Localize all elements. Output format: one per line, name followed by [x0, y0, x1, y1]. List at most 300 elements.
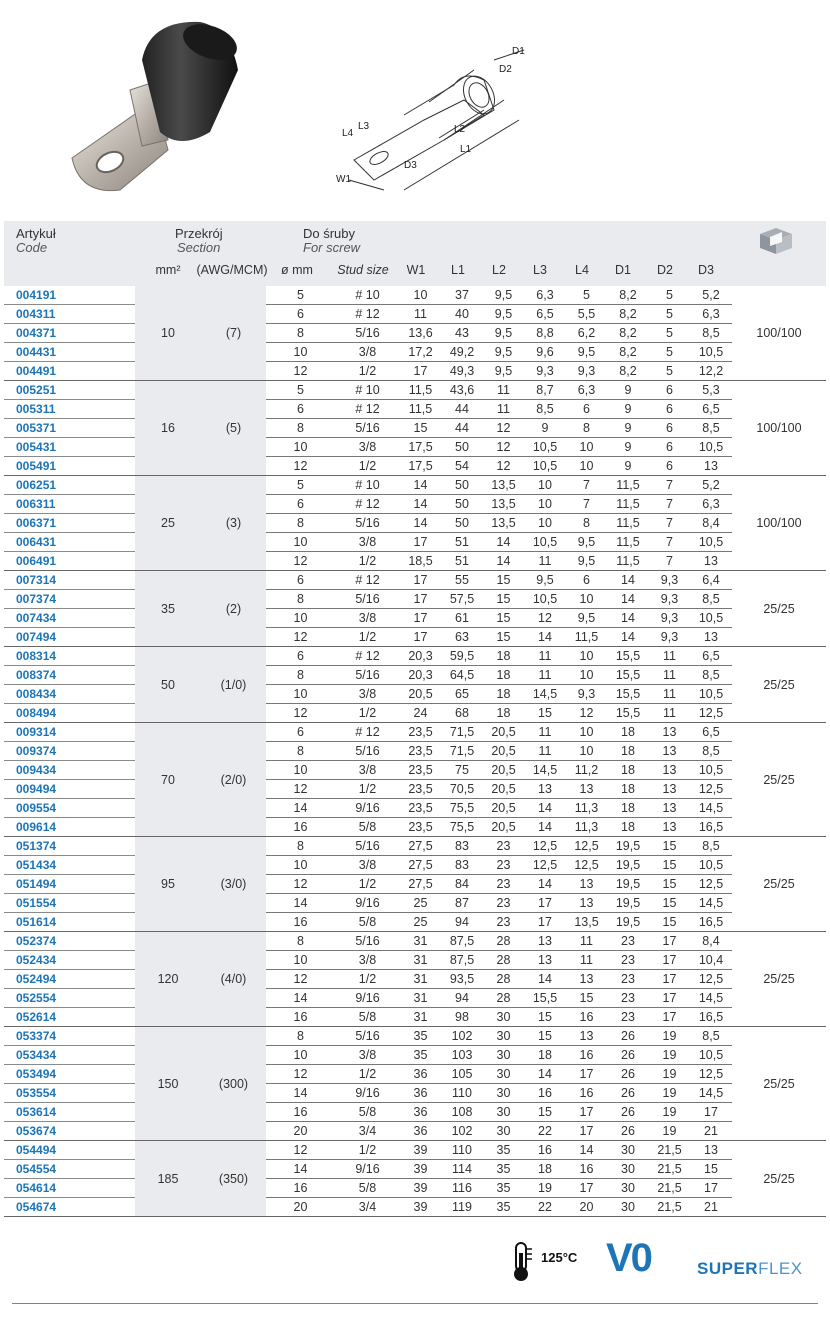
cell-l1: 108 — [441, 1103, 483, 1122]
cell-d3: 13 — [690, 1141, 732, 1160]
cell-w1: 39 — [400, 1160, 441, 1179]
table-row — [4, 552, 826, 571]
cell-d3: 12,5 — [690, 704, 732, 723]
product-code[interactable]: 053374 — [4, 1027, 135, 1046]
cell-l1: 103 — [441, 1046, 483, 1065]
col-l1: L1 — [451, 263, 465, 277]
cell-w1: 31 — [400, 989, 441, 1008]
cell-d3: 14,5 — [690, 799, 732, 818]
cell-d2: 13 — [649, 742, 690, 761]
table-row — [4, 837, 826, 856]
cell-d2: 11 — [649, 704, 690, 723]
cell-l4: 10 — [566, 457, 607, 476]
cell-phi: 10 — [266, 685, 335, 704]
cell-l2: 13,5 — [483, 495, 524, 514]
product-code[interactable]: 006371 — [4, 514, 135, 533]
product-code[interactable]: 009554 — [4, 799, 135, 818]
cell-l1: 44 — [441, 419, 483, 438]
cell-l2: 30 — [483, 1008, 524, 1027]
cell-d3: 10,5 — [690, 438, 732, 457]
cell-l2: 20,5 — [483, 761, 524, 780]
cell-l2: 11 — [483, 381, 524, 400]
product-code[interactable]: 004371 — [4, 324, 135, 343]
cell-stud: 1/2 — [335, 552, 400, 571]
product-code[interactable]: 004491 — [4, 362, 135, 381]
table-row — [4, 362, 826, 381]
thermometer-icon — [508, 1241, 534, 1283]
cell-l3: 19 — [524, 1179, 566, 1198]
table-row — [4, 875, 826, 894]
cell-l2: 20,5 — [483, 818, 524, 837]
cell-l4: 11 — [566, 951, 607, 970]
cell-l2: 9,5 — [483, 286, 524, 305]
product-code[interactable]: 007374 — [4, 590, 135, 609]
cell-phi: 14 — [266, 989, 335, 1008]
cell-phi: 16 — [266, 1008, 335, 1027]
table-row — [4, 1008, 826, 1027]
product-code[interactable]: 004311 — [4, 305, 135, 324]
cell-stud: 1/2 — [335, 1065, 400, 1084]
table-row — [4, 1046, 826, 1065]
cell-d2: 21,5 — [649, 1141, 690, 1160]
table-row — [4, 932, 826, 951]
cell-l3: 18 — [524, 1160, 566, 1179]
cell-l3: 14 — [524, 818, 566, 837]
table-row — [4, 438, 826, 457]
cell-d3: 21 — [690, 1198, 732, 1217]
cell-l4: 17 — [566, 1103, 607, 1122]
label-l2: L2 — [454, 124, 466, 135]
cell-d3: 10,5 — [690, 343, 732, 362]
pack-quantity: 25/25 — [732, 1027, 826, 1141]
cell-l2: 9,5 — [483, 324, 524, 343]
cell-l4: 13,5 — [566, 913, 607, 932]
product-code[interactable]: 009494 — [4, 780, 135, 799]
pack-quantity: 100/100 — [732, 381, 826, 476]
cell-d1: 15,5 — [607, 666, 649, 685]
cell-stud: 5/16 — [335, 932, 400, 951]
cell-stud: 3/8 — [335, 856, 400, 875]
section-mm2: 25 — [135, 476, 201, 571]
cell-l4: 17 — [566, 1179, 607, 1198]
product-code[interactable]: 051614 — [4, 913, 135, 932]
cell-d1: 18 — [607, 780, 649, 799]
product-code[interactable]: 006311 — [4, 495, 135, 514]
cell-stud: 5/8 — [335, 818, 400, 837]
cell-stud: 9/16 — [335, 1084, 400, 1103]
cell-l2: 30 — [483, 1122, 524, 1141]
table-row — [4, 305, 826, 324]
cell-l3: 6,3 — [524, 286, 566, 305]
cell-l4: 9,3 — [566, 685, 607, 704]
cell-w1: 17,5 — [400, 438, 441, 457]
cell-stud: 1/2 — [335, 780, 400, 799]
cell-l4: 13 — [566, 875, 607, 894]
cell-d3: 12,2 — [690, 362, 732, 381]
product-code[interactable]: 051434 — [4, 856, 135, 875]
cell-l1: 110 — [441, 1141, 483, 1160]
cell-l4: 16 — [566, 1046, 607, 1065]
cell-stud: 5/16 — [335, 514, 400, 533]
cell-phi: 8 — [266, 1027, 335, 1046]
label-l4: L4 — [342, 128, 354, 139]
product-code[interactable]: 054494 — [4, 1141, 135, 1160]
cell-d2: 7 — [649, 514, 690, 533]
product-code[interactable]: 053614 — [4, 1103, 135, 1122]
cell-l4: 11,3 — [566, 799, 607, 818]
cell-stud: 3/8 — [335, 951, 400, 970]
cell-l4: 15 — [566, 989, 607, 1008]
cell-l3: 14,5 — [524, 761, 566, 780]
cell-d3: 12,5 — [690, 780, 732, 799]
cell-d2: 19 — [649, 1084, 690, 1103]
cell-l3: 10,5 — [524, 533, 566, 552]
cell-l2: 35 — [483, 1198, 524, 1217]
cell-l1: 37 — [441, 286, 483, 305]
cell-l1: 43 — [441, 324, 483, 343]
product-code[interactable]: 005311 — [4, 400, 135, 419]
table-row — [4, 799, 826, 818]
cell-stud: 5/16 — [335, 1027, 400, 1046]
table-row — [4, 1065, 826, 1084]
product-code[interactable]: 007434 — [4, 609, 135, 628]
product-code[interactable]: 051494 — [4, 875, 135, 894]
cell-phi: 6 — [266, 495, 335, 514]
screw-subheader: For screw — [303, 240, 361, 255]
product-code[interactable]: 052494 — [4, 970, 135, 989]
cell-l4: 10 — [566, 666, 607, 685]
cell-stud: # 12 — [335, 495, 400, 514]
product-code[interactable]: 053494 — [4, 1065, 135, 1084]
table-row — [4, 818, 826, 837]
table-row — [4, 1084, 826, 1103]
cell-l4: 7 — [566, 495, 607, 514]
cell-w1: 35 — [400, 1046, 441, 1065]
product-code[interactable]: 005251 — [4, 381, 135, 400]
code-subheader: Code — [16, 240, 48, 255]
cell-d2: 15 — [649, 837, 690, 856]
cell-l4: 11 — [566, 932, 607, 951]
cell-stud: 3/8 — [335, 343, 400, 362]
label-d3: D3 — [404, 160, 417, 171]
product-code[interactable]: 007494 — [4, 628, 135, 647]
cell-l1: 116 — [441, 1179, 483, 1198]
cell-l4: 7 — [566, 476, 607, 495]
cell-l3: 8,5 — [524, 400, 566, 419]
flame-rating: V0 — [606, 1236, 651, 1280]
table-row — [4, 1122, 826, 1141]
product-code[interactable]: 005431 — [4, 438, 135, 457]
cell-d1: 8,2 — [607, 286, 649, 305]
label-l1: L1 — [460, 144, 472, 155]
cell-l1: 119 — [441, 1198, 483, 1217]
cell-d3: 17 — [690, 1103, 732, 1122]
cell-l4: 12,5 — [566, 837, 607, 856]
cell-phi: 16 — [266, 913, 335, 932]
cell-d3: 13 — [690, 457, 732, 476]
cell-l2: 18 — [483, 704, 524, 723]
cell-d3: 6,5 — [690, 647, 732, 666]
product-code[interactable]: 004431 — [4, 343, 135, 362]
section-awg: (5) — [201, 381, 266, 476]
cell-l1: 70,5 — [441, 780, 483, 799]
cell-d1: 23 — [607, 989, 649, 1008]
col-w1: W1 — [406, 263, 426, 277]
cell-d3: 6,5 — [690, 723, 732, 742]
cell-l4: 17 — [566, 1065, 607, 1084]
cell-l1: 51 — [441, 533, 483, 552]
product-photo — [60, 20, 250, 200]
cell-d1: 14 — [607, 590, 649, 609]
cell-d1: 19,5 — [607, 894, 649, 913]
product-code[interactable]: 053434 — [4, 1046, 135, 1065]
table-row — [4, 856, 826, 875]
cell-stud: # 12 — [335, 305, 400, 324]
cell-l4: 9,5 — [566, 609, 607, 628]
cell-l4: 10 — [566, 590, 607, 609]
cell-l2: 12 — [483, 419, 524, 438]
cell-stud: 9/16 — [335, 799, 400, 818]
table-row — [4, 894, 826, 913]
product-code[interactable]: 009374 — [4, 742, 135, 761]
cell-phi: 10 — [266, 761, 335, 780]
cell-l2: 20,5 — [483, 799, 524, 818]
cell-l2: 23 — [483, 837, 524, 856]
cell-d1: 19,5 — [607, 856, 649, 875]
cell-w1: 17 — [400, 362, 441, 381]
package-icon — [756, 226, 796, 256]
product-code[interactable]: 009434 — [4, 761, 135, 780]
cell-phi: 10 — [266, 609, 335, 628]
temperature-rating: 125°C — [541, 1250, 578, 1265]
product-code[interactable]: 007314 — [4, 571, 135, 590]
table-row — [4, 1160, 826, 1179]
cell-l4: 6 — [566, 571, 607, 590]
cell-l1: 87,5 — [441, 932, 483, 951]
product-code[interactable]: 052614 — [4, 1008, 135, 1027]
product-code[interactable]: 005491 — [4, 457, 135, 476]
cell-l3: 14 — [524, 970, 566, 989]
cell-l1: 93,5 — [441, 970, 483, 989]
cell-d3: 10,5 — [690, 1046, 732, 1065]
cell-d2: 5 — [649, 286, 690, 305]
cell-d3: 6,5 — [690, 400, 732, 419]
section-awg: (7) — [201, 286, 266, 381]
cell-d1: 14 — [607, 609, 649, 628]
cell-l4: 10 — [566, 438, 607, 457]
cell-l1: 114 — [441, 1160, 483, 1179]
product-code[interactable]: 051554 — [4, 894, 135, 913]
cell-l4: 13 — [566, 970, 607, 989]
table-row — [4, 381, 826, 400]
table-row — [4, 970, 826, 989]
cell-d2: 7 — [649, 495, 690, 514]
product-code[interactable]: 009314 — [4, 723, 135, 742]
cell-l2: 20,5 — [483, 780, 524, 799]
table-row — [4, 704, 826, 723]
cell-l3: 16 — [524, 1141, 566, 1160]
cell-phi: 16 — [266, 818, 335, 837]
cell-phi: 10 — [266, 533, 335, 552]
col-l4: L4 — [575, 263, 589, 277]
section-mm2: 50 — [135, 647, 201, 723]
cell-w1: 17,2 — [400, 343, 441, 362]
product-code[interactable]: 053554 — [4, 1084, 135, 1103]
product-code[interactable]: 052554 — [4, 989, 135, 1008]
cell-d2: 9,3 — [649, 571, 690, 590]
cell-l1: 61 — [441, 609, 483, 628]
cell-l1: 49,3 — [441, 362, 483, 381]
cell-l4: 11,5 — [566, 628, 607, 647]
cell-d1: 18 — [607, 723, 649, 742]
cell-l1: 102 — [441, 1027, 483, 1046]
cell-d1: 8,2 — [607, 343, 649, 362]
cell-l2: 15 — [483, 609, 524, 628]
table-row — [4, 780, 826, 799]
cell-d1: 11,5 — [607, 514, 649, 533]
product-code[interactable]: 006431 — [4, 533, 135, 552]
cell-phi: 10 — [266, 1046, 335, 1065]
product-code[interactable]: 006251 — [4, 476, 135, 495]
cell-d2: 9,3 — [649, 609, 690, 628]
cell-d1: 23 — [607, 1008, 649, 1027]
cell-l3: 12,5 — [524, 856, 566, 875]
cell-d3: 6,3 — [690, 495, 732, 514]
cell-l2: 30 — [483, 1103, 524, 1122]
col-phi: ø mm — [281, 263, 313, 277]
product-code[interactable]: 005371 — [4, 419, 135, 438]
cell-stud: 3/8 — [335, 438, 400, 457]
table-row — [4, 1141, 826, 1160]
col-l2: L2 — [492, 263, 506, 277]
cell-d2: 7 — [649, 552, 690, 571]
cell-phi: 12 — [266, 704, 335, 723]
table-row — [4, 1103, 826, 1122]
cell-l4: 17 — [566, 1122, 607, 1141]
product-code[interactable]: 051374 — [4, 837, 135, 856]
cell-stud: 5/16 — [335, 837, 400, 856]
section-mm2: 10 — [135, 286, 201, 381]
cell-l2: 35 — [483, 1141, 524, 1160]
cell-l3: 10,5 — [524, 457, 566, 476]
product-code[interactable]: 052374 — [4, 932, 135, 951]
cell-l1: 54 — [441, 457, 483, 476]
cell-l4: 6,3 — [566, 381, 607, 400]
cell-phi: 5 — [266, 476, 335, 495]
cell-d1: 15,5 — [607, 647, 649, 666]
cell-l2: 28 — [483, 989, 524, 1008]
cell-phi: 12 — [266, 780, 335, 799]
pack-quantity: 25/25 — [732, 647, 826, 723]
cell-w1: 11,5 — [400, 400, 441, 419]
cell-w1: 24 — [400, 704, 441, 723]
cell-d2: 17 — [649, 1008, 690, 1027]
product-code[interactable]: 008374 — [4, 666, 135, 685]
section-awg: (3) — [201, 476, 266, 571]
product-code[interactable]: 009614 — [4, 818, 135, 837]
product-code[interactable]: 006491 — [4, 552, 135, 571]
product-code[interactable]: 008494 — [4, 704, 135, 723]
cell-d1: 26 — [607, 1084, 649, 1103]
cell-phi: 5 — [266, 286, 335, 305]
cell-d3: 6,3 — [690, 305, 732, 324]
cell-stud: # 10 — [335, 476, 400, 495]
cell-phi: 12 — [266, 1141, 335, 1160]
table-row — [4, 609, 826, 628]
cell-stud: # 10 — [335, 286, 400, 305]
cell-l3: 13 — [524, 932, 566, 951]
table-row — [4, 590, 826, 609]
cell-l4: 16 — [566, 1084, 607, 1103]
cell-d1: 30 — [607, 1160, 649, 1179]
product-code[interactable]: 052434 — [4, 951, 135, 970]
cell-d2: 13 — [649, 799, 690, 818]
product-code[interactable]: 008314 — [4, 647, 135, 666]
cell-d1: 14 — [607, 571, 649, 590]
section-mm2: 35 — [135, 571, 201, 647]
cell-stud: 5/8 — [335, 913, 400, 932]
cell-w1: 20,3 — [400, 647, 441, 666]
cell-l3: 10 — [524, 476, 566, 495]
cell-phi: 14 — [266, 799, 335, 818]
cell-l2: 18 — [483, 666, 524, 685]
cell-l3: 8,7 — [524, 381, 566, 400]
product-code[interactable]: 054674 — [4, 1198, 135, 1217]
cell-l4: 12,5 — [566, 856, 607, 875]
pack-quantity: 100/100 — [732, 286, 826, 381]
cell-d1: 26 — [607, 1065, 649, 1084]
cell-l3: 11 — [524, 742, 566, 761]
product-code[interactable]: 054554 — [4, 1160, 135, 1179]
product-code[interactable]: 054614 — [4, 1179, 135, 1198]
product-code[interactable]: 008434 — [4, 685, 135, 704]
cell-l2: 23 — [483, 913, 524, 932]
cell-d3: 10,5 — [690, 609, 732, 628]
cell-d3: 8,5 — [690, 324, 732, 343]
label-d1: D1 — [512, 46, 525, 57]
cell-l4: 5 — [566, 286, 607, 305]
cell-l1: 98 — [441, 1008, 483, 1027]
cell-stud: 9/16 — [335, 1160, 400, 1179]
cell-d1: 8,2 — [607, 362, 649, 381]
cell-d1: 30 — [607, 1179, 649, 1198]
screw-header: Do śruby — [303, 226, 356, 241]
cell-stud: 5/16 — [335, 742, 400, 761]
cell-d1: 11,5 — [607, 476, 649, 495]
cell-phi: 6 — [266, 723, 335, 742]
cell-l3: 16 — [524, 1084, 566, 1103]
cell-stud: 9/16 — [335, 894, 400, 913]
cell-d2: 15 — [649, 856, 690, 875]
cell-d2: 11 — [649, 666, 690, 685]
cell-l1: 94 — [441, 989, 483, 1008]
col-d1: D1 — [615, 263, 631, 277]
cell-stud: 5/16 — [335, 590, 400, 609]
cell-w1: 36 — [400, 1122, 441, 1141]
label-d2: D2 — [499, 64, 512, 75]
cell-l3: 13 — [524, 951, 566, 970]
cell-d2: 13 — [649, 818, 690, 837]
product-code[interactable]: 004191 — [4, 286, 135, 305]
table-row — [4, 419, 826, 438]
section-awg: (2/0) — [201, 723, 266, 837]
cell-w1: 17 — [400, 571, 441, 590]
cell-l3: 14 — [524, 1065, 566, 1084]
product-code[interactable]: 053674 — [4, 1122, 135, 1141]
pack-quantity: 25/25 — [732, 571, 826, 647]
table-row — [4, 761, 826, 780]
cell-d3: 8,5 — [690, 419, 732, 438]
